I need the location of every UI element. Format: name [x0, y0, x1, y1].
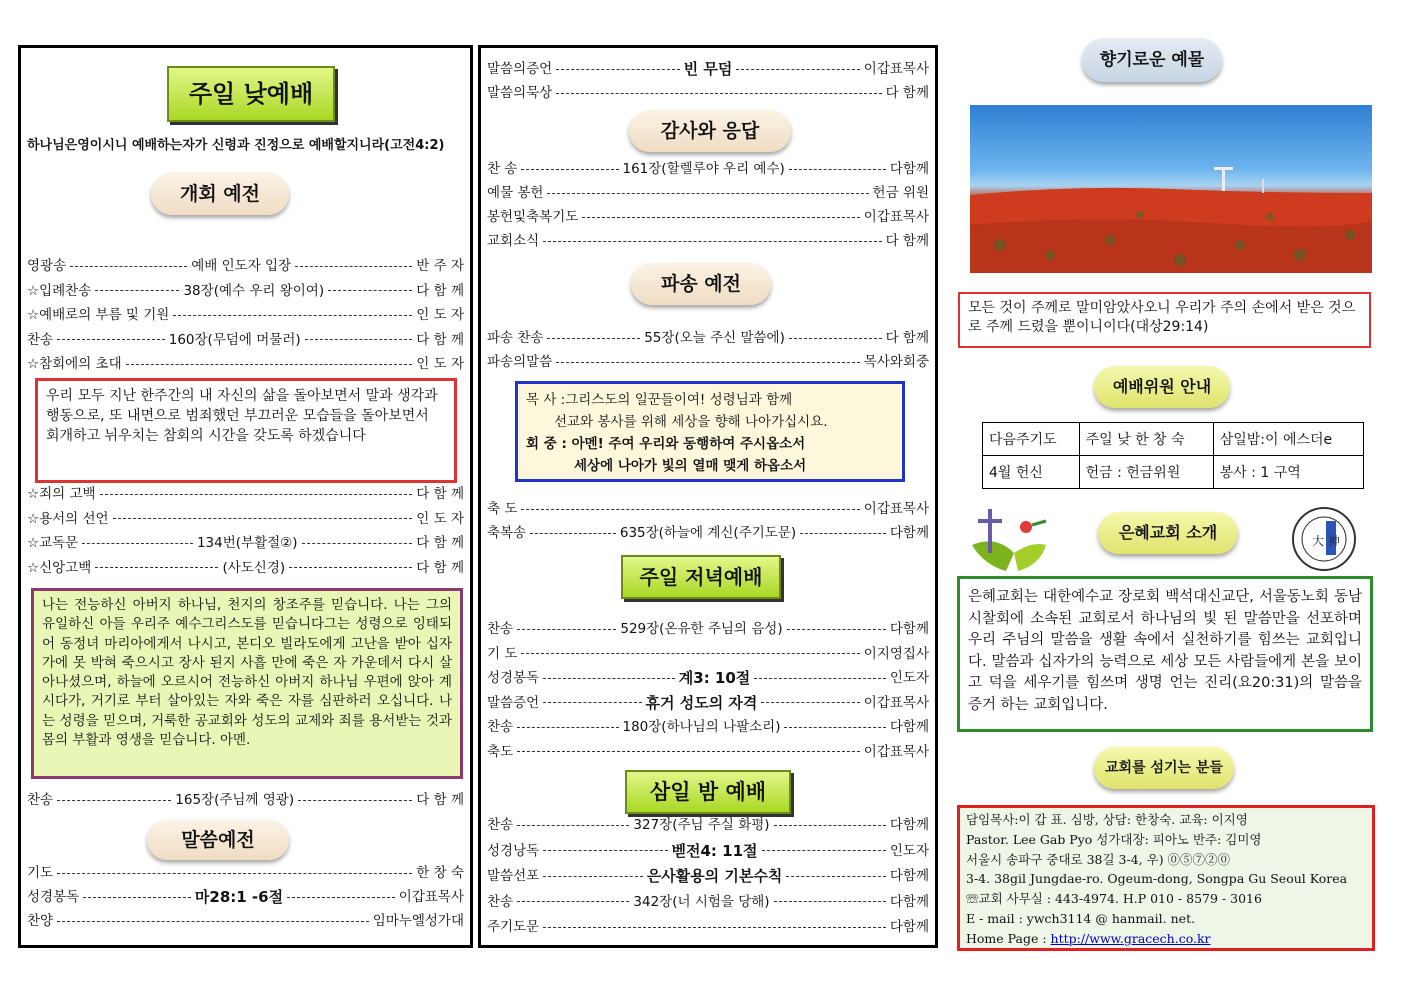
program-row: [487, 184, 929, 202]
apostles-creed-text: 나는 전능하신 아버지 하나님, 천지의 창조주를 믿습니다. 나는 그의 유일하신 아들 우리주 예수그리스도를 믿습니다그는 성령으로 잉태되어 동정녀 마리아에게서 나시고, 본디오 빌라도에게 고난을 받아 십자가에 못 박혀 죽으시고 장사 된지 사흘 만에 죽은 자 가운데서 다시 살아나셨으며, 하늘에 오르시어 전능하신 아버지 하나님 우편에 앉아 계시다가, 거기로 부터 살아있는 자와 죽은 자를 심판하러 오십니다. 나는 성령을 믿으며, 거룩한 공교회와 성도의 교제와 죄를 용서받는 것과 몸의 부활과 영생을 믿습니다. 아멘.: [42, 597, 452, 749]
dash-leader: [95, 290, 179, 291]
program-item-detail: 38장(예수 우리 왕이여): [183, 282, 325, 299]
dash-leader: [100, 494, 413, 495]
program-item-label: ☆예배로의 부름 및 기원: [27, 307, 170, 323]
congregation-line-1: 회 중 : 아멘! 주여 우리와 동행하여 주시옵소서: [526, 436, 806, 452]
program-row: [27, 257, 464, 275]
program-item-detail: 529장(온유한 주님의 음성): [620, 621, 783, 637]
program-item-label: 찬송: [487, 893, 514, 910]
dash-leader: [517, 629, 616, 630]
dash-leader: [543, 678, 675, 679]
program-item-person: 다 함께: [885, 85, 929, 101]
program-item-label: 교회소식: [487, 233, 540, 249]
program-item-label: 기 도: [487, 645, 518, 662]
program-row: [487, 867, 929, 885]
table-cell: 다음주기도: [983, 423, 1080, 456]
program-item-detail: 예배 인도자 입장: [191, 258, 292, 274]
program-row: [27, 912, 464, 930]
dash-leader: [517, 751, 860, 752]
dash-leader: [543, 241, 881, 242]
program-row: [487, 60, 929, 78]
dash-leader: [328, 290, 412, 291]
offering-header: 향기로운 예물: [1082, 38, 1222, 82]
dash-leader: [173, 315, 412, 316]
church-intro-text: 은혜교회는 대한예수교 장로회 백석대신교단, 서울동노회 동남시찰회에 소속된 교회로서 하나님의 빛 된 말씀만을 선포하며 우리 주님의 말씀을 생활 속에서 실천하기를 힘쓰는 교회입니다. 말씀과 십자가의 능력으로 세상 모든 사람들에게 본을 보이고 덕을 세우기를 힘쓰며 생명 언는 진리(요20:31)의 말씀을 증거 하는 교회입니다.: [968, 589, 1362, 713]
program-item-person: 목사와회중: [863, 354, 929, 370]
program-item-person: 다 함 께: [416, 486, 464, 502]
program-item-label: 찬양: [27, 913, 54, 929]
program-item-person: 다 함 께: [416, 559, 464, 576]
program-item-label: 기도: [27, 865, 54, 881]
table-cell: 주일 낮 한 창 숙: [1079, 423, 1213, 456]
dash-leader: [517, 901, 629, 902]
program-item-detail: 327장(주님 주실 화평): [633, 817, 770, 833]
theme-verse: 하나님은영이시니 예배하는자가 신령과 진정으로 예배할지니라(고전4:2): [27, 138, 445, 153]
dash-leader: [295, 266, 412, 267]
dash-leader: [543, 702, 641, 703]
program-row: [27, 282, 464, 300]
duty-header: 예배위원 안내: [1094, 366, 1230, 408]
program-item-detail: 휴거 성도의 자격: [645, 693, 758, 712]
dash-leader: [543, 876, 643, 877]
program-item-person: 인 도 자: [416, 307, 464, 323]
program-item-person: 다 함 께: [416, 282, 464, 299]
program-item-label: 말씀의증언: [487, 61, 553, 77]
dash-leader: [774, 825, 886, 826]
program-item-label: 찬송: [487, 621, 514, 637]
table-cell: 헌금 : 헌금위원: [1079, 456, 1213, 489]
program-item-detail: (사도신경): [222, 559, 286, 576]
dash-leader: [57, 873, 412, 874]
program-item-detail: 180장(하나님의 나팔소리): [622, 719, 781, 735]
program-item-person: 다 함께: [885, 330, 929, 346]
program-row: [487, 893, 929, 911]
program-row: [487, 816, 929, 834]
homepage-label: Home Page :: [966, 930, 1051, 946]
program-item-person: 이갑표목사: [863, 743, 929, 760]
dash-leader: [287, 897, 395, 898]
staff-info-box: [957, 805, 1375, 951]
program-row: [487, 743, 929, 761]
program-item-person: 다 함 께: [416, 331, 464, 348]
program-item-label: 말씀증언: [487, 694, 540, 711]
program-item-person: 다 함 께: [416, 792, 464, 808]
pastor-line-2: 선교와 봉사를 위해 세상을 향해 나아가십시요.: [554, 414, 828, 430]
denomination-seal-icon: [1290, 505, 1358, 573]
dash-leader: [126, 364, 413, 365]
offering-verse-box: [958, 292, 1371, 348]
dash-leader: [298, 800, 412, 801]
program-item-person: 다 함 께: [416, 535, 464, 551]
program-item-label: 파송 찬송: [487, 330, 544, 346]
photo-illustration: [970, 105, 1372, 273]
program-row: [27, 864, 464, 882]
dash-leader: [521, 169, 618, 170]
program-item-person: 이지영집사: [863, 645, 929, 662]
program-row: [27, 355, 464, 373]
program-item-label: ☆참회에의 초대: [27, 356, 122, 372]
program-row: [487, 84, 929, 102]
program-row: [487, 669, 929, 687]
program-item-label: 성경봉독: [487, 670, 540, 686]
program-row: [487, 232, 929, 250]
program-item-person: 다함께: [889, 525, 929, 541]
program-item-person: 이갑표목사: [863, 694, 929, 711]
dash-leader: [95, 567, 218, 568]
dash-leader: [57, 339, 165, 340]
table-row: [983, 423, 1364, 456]
program-row: [487, 208, 929, 226]
program-item-label: 말씀선포: [487, 868, 540, 884]
program-item-label: 축복송: [487, 525, 527, 541]
table-cell: 삼일밤:이 에스더e: [1213, 423, 1363, 456]
wednesday-service-title: 삼일 밤 예배: [625, 770, 791, 814]
program-row: [487, 620, 929, 638]
program-row: [27, 534, 464, 552]
program-item-detail: 342장(너 시험을 당해): [633, 893, 770, 910]
dash-leader: [57, 800, 171, 801]
address-line: 서울시 송파구 중대로 38길 3-4, 우) ⓪⑤⑦②⓪: [966, 851, 1231, 867]
program-item-detail: 벧전4: 11절: [671, 841, 758, 860]
program-item-person: 한 창 숙: [416, 865, 464, 881]
sending-dialogue-box: [515, 381, 905, 482]
phone-line: ☏교회 사무실 : 443-4974. H.P 010 - 8579 - 3016: [966, 891, 1262, 907]
dash-leader: [789, 338, 882, 339]
table-cell: 4월 헌신: [983, 456, 1080, 489]
program-item-person: 인도자: [889, 842, 929, 859]
table-cell: 봉사 : 1 구역: [1213, 456, 1363, 489]
dash-leader: [82, 543, 193, 544]
dash-leader: [521, 509, 859, 510]
evening-service-title: 주일 저녁예배: [621, 555, 781, 599]
program-row: [487, 524, 929, 542]
dash-leader: [305, 339, 413, 340]
program-item-label: 성경봉독: [27, 889, 80, 905]
dash-leader: [70, 266, 187, 267]
address-english-line: 3-4. 38gil Jungdae-ro. Ogeum-dong, Songpa Gu Seoul Korea: [966, 871, 1348, 887]
program-row: [487, 842, 929, 860]
program-item-detail: 55장(오늘 주신 말씀에): [644, 330, 785, 346]
program-item-detail: 빈 무덤: [683, 60, 733, 78]
program-item-label: 찬 송: [487, 161, 518, 177]
program-item-person: 헌금 위원: [872, 185, 929, 201]
repentance-box: [35, 378, 457, 483]
program-item-label: ☆죄의 고백: [27, 486, 96, 502]
dash-leader: [547, 338, 640, 339]
offering-verse: 모든 것이 주께로 말미암았사오니 우리가 주의 손에서 받은 것으로 주께 드렸을 뿐이니이다(대상29:14): [968, 300, 1356, 335]
dash-leader: [289, 567, 412, 568]
program-row: [27, 306, 464, 324]
dash-leader: [582, 217, 859, 218]
pastor-line-1: 목 사 :그리스도의 일꾼들이여! 성령님과 함께: [526, 392, 793, 408]
dash-leader: [556, 69, 679, 70]
flower-field-photo: [970, 105, 1372, 273]
dash-leader: [547, 193, 868, 194]
program-item-person: 인 도 자: [416, 510, 464, 527]
program-item-person: 반 주 자: [416, 258, 464, 274]
program-item-label: 말씀의묵상: [487, 85, 553, 101]
program-row: [487, 329, 929, 347]
dash-leader: [784, 727, 885, 728]
dash-leader: [754, 678, 886, 679]
program-row: [487, 500, 929, 518]
dash-leader: [521, 653, 859, 654]
order-continued-column: [478, 45, 938, 948]
program-item-detail: 마28:1 -6절: [194, 888, 284, 906]
program-row: [487, 160, 929, 178]
program-item-label: 찬송: [27, 792, 54, 808]
staff-line: Pastor. Lee Gab Pyo 성가대장: 피아노 반주: 김미영: [966, 831, 1262, 847]
dash-leader: [530, 533, 616, 534]
creed-box: [31, 588, 463, 779]
program-item-detail: 160장(무덤에 머물러): [168, 331, 301, 348]
program-item-label: 축 도: [487, 501, 518, 517]
program-row: [487, 718, 929, 736]
program-item-label: ☆교독문: [27, 535, 79, 551]
dash-leader: [787, 629, 886, 630]
table-row: [983, 456, 1364, 489]
seal-text: 大 神: [1312, 534, 1340, 548]
dash-leader: [800, 533, 886, 534]
program-item-person: 인 도 자: [416, 356, 464, 372]
dash-leader: [302, 543, 413, 544]
word-rite-header: 말씀예전: [147, 820, 289, 860]
program-item-person: 다함께: [889, 893, 929, 910]
program-row: [487, 353, 929, 371]
homepage-line: [966, 929, 1366, 949]
dash-leader: [556, 362, 860, 363]
program-item-person: 다 함께: [885, 233, 929, 249]
dash-leader: [543, 850, 667, 851]
program-item-person: 다함께: [889, 919, 929, 935]
dash-leader: [736, 69, 859, 70]
program-row: [27, 510, 464, 528]
staff-line: 담임목사:이 갑 표. 심방, 상담: 한창숙. 교육: 이지영: [966, 812, 1248, 827]
program-item-label: ☆입례찬송: [27, 282, 92, 299]
program-item-label: 영광송: [27, 258, 67, 274]
program-item-label: 성경낭독: [487, 842, 540, 859]
duty-table: [982, 422, 1364, 489]
program-item-label: 축도: [487, 743, 514, 760]
program-row: [27, 331, 464, 349]
intro-header: 은혜교회 소개: [1098, 512, 1238, 554]
dash-leader: [786, 876, 886, 877]
program-item-person: 이갑표목사: [863, 209, 929, 225]
program-row: [27, 888, 464, 906]
program-item-detail: 165장(주님께 영광): [175, 792, 295, 808]
sunday-service-column: [18, 45, 473, 948]
program-item-person: 이갑표목사: [863, 501, 929, 517]
church-logo-icon: [966, 505, 1052, 573]
program-row: [487, 918, 929, 936]
dash-leader: [761, 702, 859, 703]
program-row: [27, 791, 464, 809]
program-item-person: 다함께: [889, 621, 929, 637]
congregation-line-2: 세상에 나아가 빛의 열매 맺게 하옵소서: [574, 458, 807, 474]
dash-leader: [83, 897, 191, 898]
repentance-text: 우리 모두 지난 한주간의 내 자신의 삶을 돌아보면서 말과 생각과 행동으로, 또 내면으로 범죄했던 부끄러운 모습들을 돌아보면서 회개하고 뉘우치는 참회의 시간을 갖도록 하겠습니다: [46, 388, 438, 444]
program-item-person: 이갑표목사: [398, 889, 464, 905]
program-item-label: 찬송: [27, 331, 54, 348]
dash-leader: [517, 825, 629, 826]
email-line: E - mail : ywch3114 @ hanmail. net.: [966, 910, 1196, 926]
program-item-person: 다함께: [889, 817, 929, 833]
program-item-person: 임마누엘성가대: [372, 913, 464, 929]
dash-leader: [113, 518, 413, 519]
dash-leader: [774, 901, 886, 902]
sunday-service-title: 주일 낮예배: [167, 66, 335, 122]
program-item-label: 봉헌및축복기도: [487, 209, 579, 225]
homepage-link[interactable]: http://www.gracech.co.kr: [1050, 930, 1211, 946]
program-item-person: 이갑표목사: [863, 61, 929, 77]
program-item-detail: 은사활용의 기본수칙: [646, 867, 783, 885]
dash-leader: [789, 169, 886, 170]
program-item-label: 파송의말씀: [487, 354, 553, 370]
opening-rite-header: 개회 예전: [151, 173, 289, 215]
dash-leader: [762, 850, 886, 851]
program-item-label: 주기도문: [487, 919, 540, 935]
program-item-label: 찬송: [487, 719, 514, 735]
program-item-person: 다함께: [889, 868, 929, 884]
program-item-person: 인도자: [889, 670, 929, 686]
thanks-header: 감사와 응답: [629, 110, 791, 152]
program-item-label: ☆용서의 선언: [27, 510, 109, 527]
program-item-label: 찬송: [487, 817, 514, 833]
dash-leader: [57, 921, 369, 922]
program-row: [27, 559, 464, 577]
sending-header: 파송 예전: [631, 263, 771, 305]
program-item-detail: 161장(할렐루야 우리 예수): [622, 161, 785, 177]
staff-header: 교회를 섬기는 분들: [1094, 747, 1234, 789]
church-intro-box: [957, 576, 1373, 732]
program-item-label: ☆신앙고백: [27, 559, 92, 576]
program-item-label: 예물 봉헌: [487, 185, 544, 201]
program-item-detail: 635장(하늘에 계신(주기도문): [619, 525, 797, 541]
program-item-person: 다함께: [889, 161, 929, 177]
program-row: [487, 645, 929, 663]
program-item-person: 다함께: [889, 719, 929, 735]
dash-leader: [517, 727, 618, 728]
dash-leader: [543, 927, 886, 928]
program-row: [27, 485, 464, 503]
program-item-detail: 134번(부활절②): [196, 535, 298, 551]
program-row: [487, 694, 929, 712]
program-item-detail: 계3: 10절: [678, 669, 751, 687]
dash-leader: [556, 93, 881, 94]
